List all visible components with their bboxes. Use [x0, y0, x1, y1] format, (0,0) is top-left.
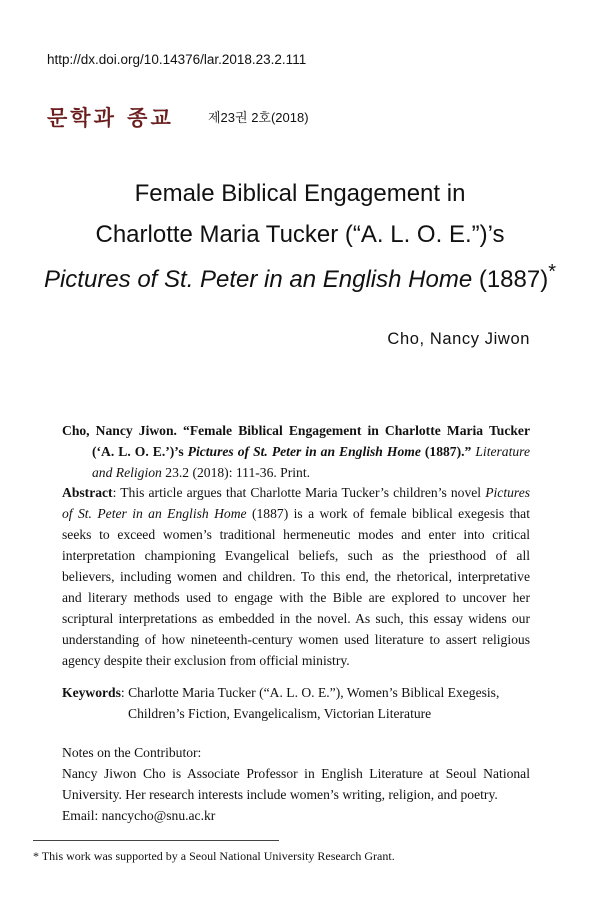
author-name: Cho, Nancy Jiwon [387, 330, 530, 348]
title-book-italic: Pictures of St. Peter in an English Home [43, 266, 473, 293]
notes-bio: Nancy Jiwon Cho is Associate Professor in English Literature at Seoul National University. Her research interests include women’s writing, religion, and poetry. [62, 766, 530, 802]
citation-rest: 23.2 (2018): 111-36. Print. [165, 465, 311, 480]
notes-heading: Notes on the Contributor: [62, 745, 202, 760]
title-footnote-marker: * [548, 261, 557, 283]
journal-logo: 문학과 종교 [47, 106, 174, 130]
abstract-text-after: (1887) is a work of female biblical exegesis that seeks to exceed women’s traditional hermeneutic modes and enter into critical interpretation championing Evangelical beliefs, such as the priesthood of all believers, including women and children. To this end, the rhetorical, interpretative and literary methods used to engage with the Bible are explored to uncover her scriptural interpretations as embedded in the novel. As such, this essay widens our understanding of how nineteenth-century women used literature to assert religious agency despite their exclusion from official ministry. [62, 506, 530, 668]
abstract-label: Abstract [62, 485, 113, 500]
citation-journal: Literature and Religion [92, 444, 530, 480]
keywords [62, 682, 530, 724]
doi-link[interactable]: http://dx.doi.org/10.14376/lar.2018.23.2.111 [47, 52, 307, 67]
title-line-1: Female Biblical Engagement in [134, 180, 466, 207]
title-year: (1887) [472, 266, 549, 293]
abstract-text-before: : This article argues that Charlotte Maria Tucker’s children’s novel [112, 485, 482, 500]
citation-book-title: Pictures of St. Peter in an English Home [187, 444, 421, 459]
footnote-divider [33, 840, 279, 841]
citation-lead: Cho, Nancy Jiwon. “Female Biblical Engagement in Charlotte Maria Tucker (‘A. L. O. E.’)’s [62, 423, 530, 459]
keywords-label: Keywords [62, 685, 121, 700]
title-line-2: Charlotte Maria Tucker (“A. L. O. E.”)’s [95, 221, 505, 248]
keywords-text: : Charlotte Maria Tucker (“A. L. O. E.”), Women’s Biblical Exegesis, Children’s Fiction, Evangelicalism, Victorian Literature [120, 685, 500, 721]
abstract-book-title: Pictures of St. Peter in an English Home [62, 485, 531, 521]
issue-label: 제23권 2호(2018) [208, 110, 309, 125]
citation-year: (1887).” [424, 444, 472, 459]
title-line-3 [0, 261, 600, 294]
abstract [62, 482, 530, 671]
citation [62, 420, 530, 483]
contributor-notes [62, 742, 530, 826]
notes-email[interactable]: Email: nancycho@snu.ac.kr [62, 808, 216, 823]
footnote: * This work was supported by a Seoul National University Research Grant. [33, 849, 395, 863]
